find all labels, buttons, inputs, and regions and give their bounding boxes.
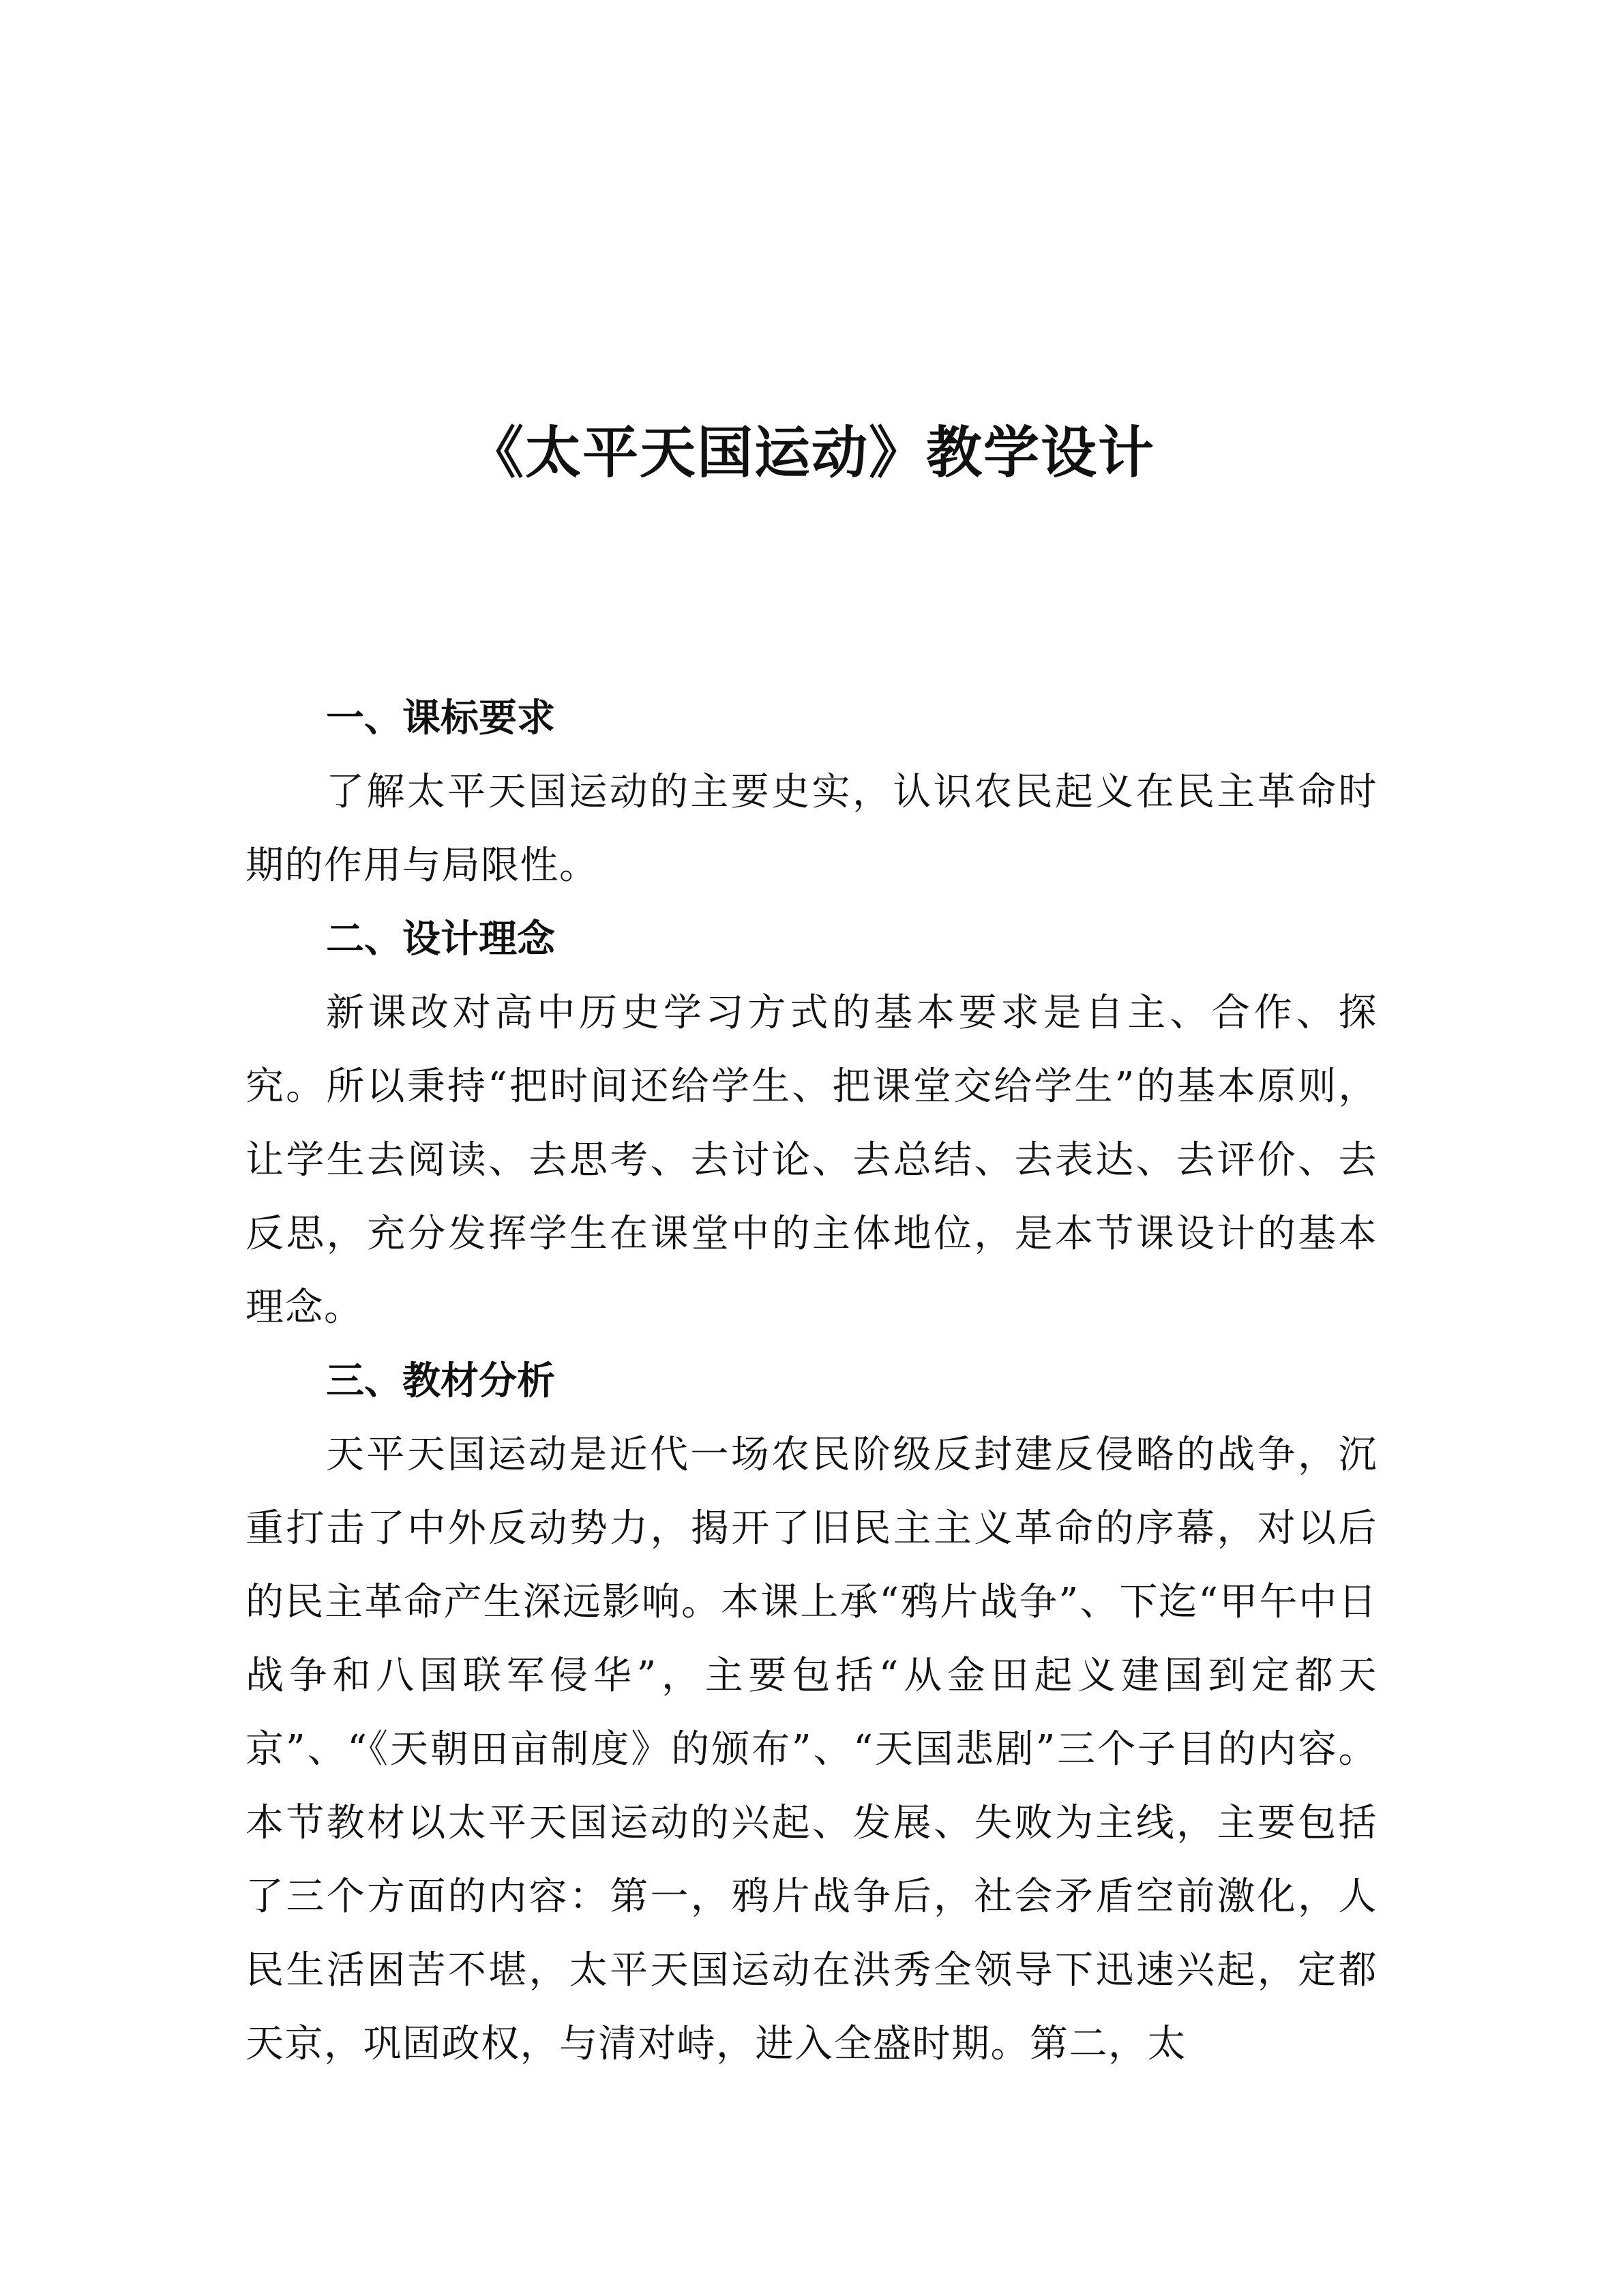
document-body — [245, 682, 1378, 2081]
section-textbook-analysis — [245, 1345, 1378, 2081]
section-heading: 一、课标要求 — [326, 696, 555, 741]
section-heading: 三、教材分析 — [326, 1359, 555, 1403]
section-heading: 二、设计理念 — [326, 917, 555, 961]
section-paragraph: 天平天国运动是近代一场农民阶级反封建反侵略的战争，沉重打击了中外反动势力，揭开了旧民主主义革命的序幕，对以后的民主革命产生深远影响。本课上承“鸦片战争”、下迄“甲午中日战争和八国联军侵华”，主要包括“从金田起义建国到定都天京”、“《天朝田亩制度》的颁布”、“天国悲剧”三个子目的内容。本节教材以太平天国运动的兴起、发展、失败为主线，主要包括了三个方面的内容：第一，鸦片战争后，社会矛盾空前激化，人民生活困苦不堪，太平天国运动在洪秀全领导下迅速兴起，定都天京，巩固政权，与清对峙，进入全盛时期。第二，太 — [245, 1433, 1378, 2066]
section-design-concept — [245, 903, 1378, 1345]
section-paragraph: 了解太平天国运动的主要史实，认识农民起义在民主革命时期的作用与局限性。 — [245, 770, 1378, 888]
section-paragraph: 新课改对高中历史学习方式的基本要求是自主、合作、探究。所以秉持“把时间还给学生、把课堂交给学生”的基本原则，让学生去阅读、去思考、去讨论、去总结、去表达、去评价、去反思，充分发挥学生在课堂中的主体地位，是本节课设计的基本理念。 — [245, 991, 1378, 1330]
section-curriculum-requirements — [245, 682, 1378, 903]
document-title: 《太平天国运动》教学设计 — [467, 421, 1155, 486]
